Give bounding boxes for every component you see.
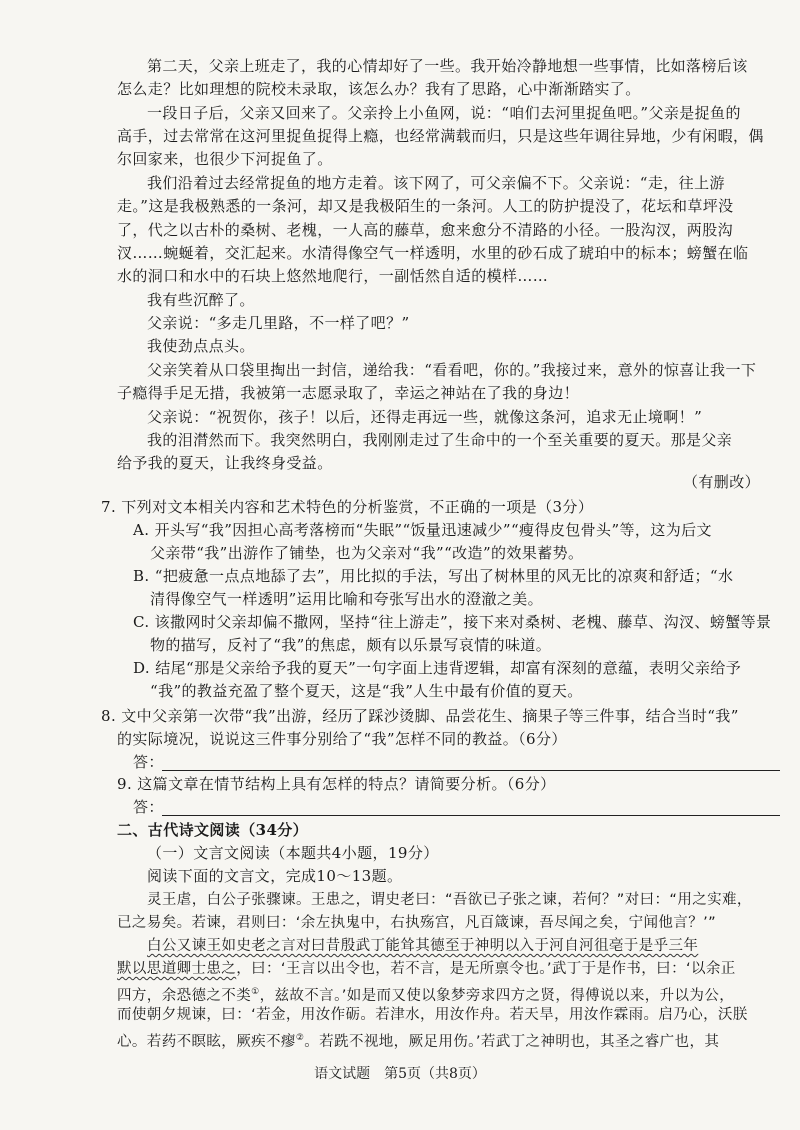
classical-text: ，曰：‘王言以出令也，若不言，是无所禀令也。’武丁于是作书，曰：‘以余正 — [236, 961, 736, 977]
passage-line: 了，代之以古朴的桑树、老槐，一人高的藤草，愈来愈分不清路的小径。一股沟汊，两股沟 — [117, 221, 734, 239]
section-title: 二、古代诗文阅读（34分） — [117, 821, 309, 839]
q7-option-d-cont: “我”的教益充盈了整个夏天，这是“我”人生中最有价值的夏天。 — [150, 682, 583, 700]
passage-line: 父亲说：“多走几里路，不一样了吧？” — [147, 314, 410, 332]
instruction: 阅读下面的文言文，完成10～13题。 — [147, 867, 403, 885]
passage-line: 汊……蜿蜒着，交汇起来。水清得像空气一样透明，水里的砂石成了琥珀中的标本；螃蟹在临 — [117, 244, 749, 262]
source-note: （有删改） — [683, 473, 761, 491]
passage-line: 父亲笑着从口袋里掏出一封信，递给我：“看看吧，你的。”我接过来，意外的惊喜让我一下 — [147, 361, 757, 379]
q7-option-c-cont: 物的描写，反衬了“我”的焦虑，颇有以乐景写哀情的味道。 — [150, 636, 552, 654]
classical-line: 灵王虐，白公子张骤谏。王患之，谓史老曰：“吾欲已子张之谏，若何？”对曰：“用之实难， — [147, 892, 752, 908]
passage-line: 怎么走？比如理想的院校未录取，该怎么办？我有了思路，心中渐渐踏实了。 — [117, 80, 641, 98]
passage-line: 高手，过去常常在这河里捉鱼捉得上瘾，也经常满载而归，只是这些年调往异地，少有闲暇，偶 — [117, 127, 764, 145]
passage-line: 第二天，父亲上班走了，我的心情却好了一些。我开始冷静地想一些事情，比如落榜后该 — [147, 57, 748, 75]
q7-option-b: B. “把疲惫一点点地舔了去”，用比拟的手法，写出了树林里的风无比的凉爽和舒适；“水 — [133, 567, 734, 585]
classical-line — [117, 959, 736, 979]
answer-label: 答： — [133, 753, 164, 771]
answer-label: 答： — [133, 798, 164, 816]
question-9-stem: 9. 这篇文章在情节结构上具有怎样的特点？请简要分析。（6分） — [117, 775, 556, 793]
question-8-stem-cont: 的实际境况，说说这三件事分别给了“我”怎样不同的教益。（6分） — [117, 730, 567, 748]
passage-line: 尔回家来，也很少下河捉鱼了。 — [117, 150, 333, 168]
page-footer: 语文试题 第5页（共8页） — [314, 1066, 486, 1082]
passage-line: 给予我的夏天，让我终身受益。 — [117, 454, 333, 472]
question-8-stem: 8. 文中父亲第一次带“我”出游，经历了踩沙烫脚、品尝花生、摘果子等三件事，结合当时“我” — [101, 707, 739, 725]
passage-line: 子瘾得手足无措，我被第一志愿录取了，幸运之神站在了我的身边！ — [117, 384, 580, 402]
answer-line[interactable] — [162, 770, 780, 771]
q7-option-a: A. 开头写“我”因担心高考落榜而“失眠”“饭量迅速减少”“瘦得皮包骨头”等，这为后文 — [133, 521, 712, 539]
q7-option-b-cont: 清得像空气一样透明”运用比喻和夸张写出水的澄澈之美。 — [150, 590, 544, 608]
classical-text: 。若跣不视地，厥足用伤。’若武丁之神明也，其圣之睿广也，其 — [304, 1033, 720, 1050]
classical-text: 心。若药不瞑眩，厥疾不瘳 — [117, 1033, 296, 1050]
classical-line-underlined — [147, 936, 698, 956]
passage-line: 我们沿着过去经常捉鱼的地方走着。该下网了，可父亲偏不下。父亲说：“走，往上游 — [147, 174, 725, 192]
passage-line: 父亲说：“祝贺你，孩子！以后，还得走再远一些，就像这条河，追求无止境啊！” — [147, 408, 703, 426]
passage-line: 我有些沉醉了。 — [147, 291, 255, 309]
passage-line: 我使劲点点头。 — [147, 337, 255, 355]
classical-text: ，兹故不言。’如是而又使以象梦旁求四方之贤，得傅说以来，升以为公， — [259, 987, 735, 1004]
footnote-marker: ② — [295, 1033, 305, 1043]
classical-line — [117, 982, 734, 1006]
wavy-underline-segment: 白公又谏王如史老之言对曰昔殷武丁能耸其德至于神明以入于河自河徂亳于是乎三年 — [147, 938, 699, 954]
classical-line: 已之易矣。若谏，君则曰：‘余左执鬼中，右执殇宫，凡百箴谏，吾尽闻之矣，宁闻他言？’” — [117, 915, 717, 931]
passage-line: 一段日子后，父亲又回来了。父亲拎上小鱼网，说：“咱们去河里捉鱼吧。”父亲是捉鱼的 — [147, 104, 741, 122]
footnote-marker: ① — [251, 987, 260, 997]
passage-line: 我的泪潸然而下。我突然明白，我刚刚走过了生命中的一个至关重要的夏天。那是父亲 — [147, 431, 733, 449]
wavy-underline-segment: 默以思道卿士患之 — [117, 961, 237, 977]
passage-line: 水的洞口和水中的石块上悠然地爬行，一副恬然自适的模样…… — [117, 267, 549, 285]
q7-option-d: D. 结尾“那是父亲给予我的夏天”一句字面上违背逻辑，却富有深刻的意蕴，表明父亲给予 — [133, 659, 742, 677]
classical-line: 而使朝夕规谏，曰：‘若金，用汝作砺。若津水，用汝作舟。若天旱，用汝作霖雨。启乃心，沃朕 — [117, 1007, 748, 1023]
classical-text: 四方，余恐德之不类 — [117, 987, 252, 1004]
question-7-stem: 7. 下列对文本相关内容和艺术特色的分析鉴赏，不正确的一项是（3分） — [101, 498, 594, 516]
passage-line: 走。”这是我极熟悉的一条河，却又是我极陌生的一条河。人工的防护提没了，花坛和草坪没 — [117, 197, 734, 215]
q7-option-c: C. 该撒网时父亲却偏不撒网，坚持“往上游走”，接下来对桑树、老槐、藤草、沟汊、螃蟹等景 — [133, 613, 772, 631]
q7-option-a-cont: 父亲带“我”出游作了铺垫，也为父亲对“我”“改造”的效果蓄势。 — [150, 544, 584, 562]
classical-line — [117, 1028, 719, 1052]
subsection-title: （一）文言文阅读（本题共4小题，19分） — [147, 844, 439, 862]
answer-line[interactable] — [162, 815, 780, 816]
